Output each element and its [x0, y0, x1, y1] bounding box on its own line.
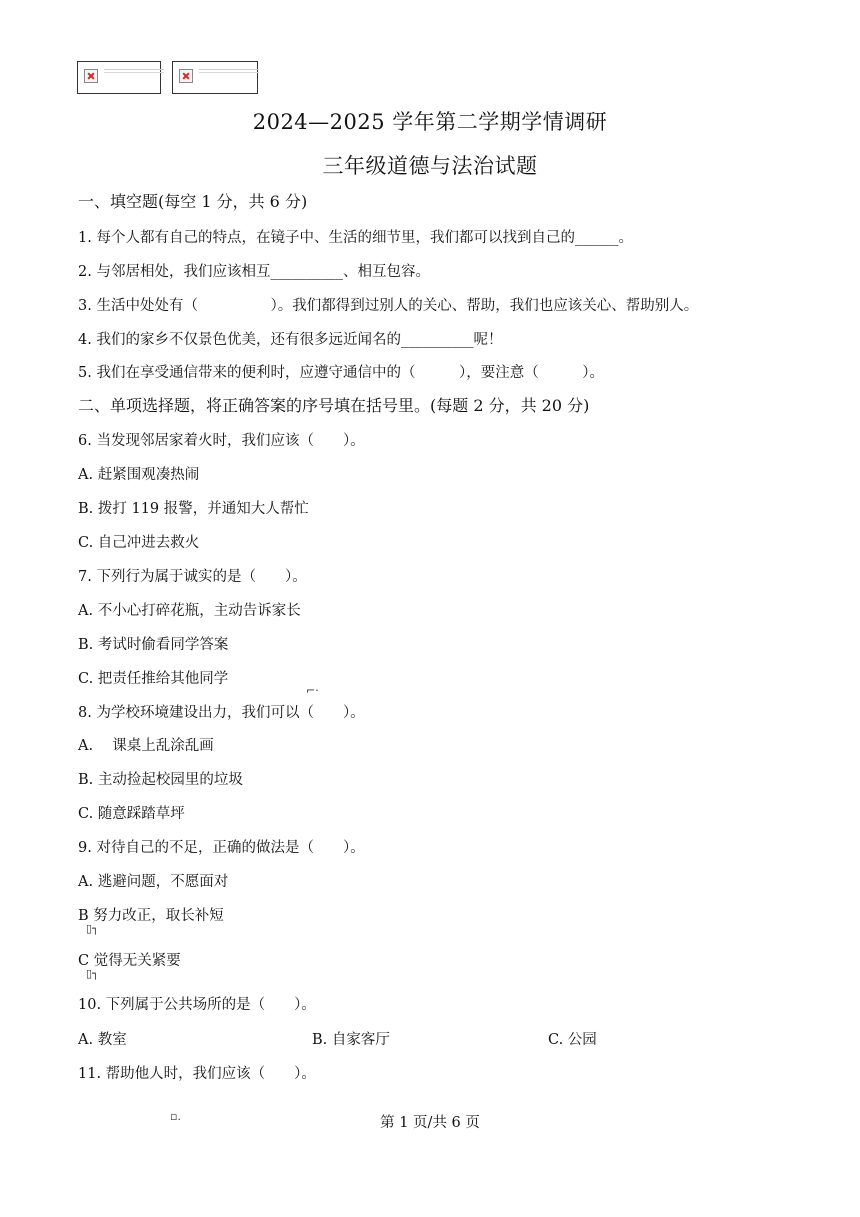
broken-image-icon: [179, 69, 193, 83]
anchor-mark-icon: ⌐·: [306, 684, 319, 697]
question-6-option-b: B. 拨打 119 报警，并通知大人帮忙: [78, 501, 309, 517]
question-10-option-a: A. 教室: [78, 1032, 127, 1048]
exam-title: 2024—2025 学年第二学期学情调研: [252, 110, 608, 134]
question-7-option-b: B. 考试时偷看同学答案: [78, 637, 229, 653]
question-3: 3. 生活中处处有（ ）。我们都得到过别人的关心、帮助，我们也应该关心、帮助别人。: [78, 298, 699, 314]
question-6-option-a: A. 赶紧围观凑热闹: [78, 467, 200, 483]
question-9-option-c: C 觉得无关紧要: [78, 953, 181, 969]
question-10-option-c: C. 公园: [548, 1032, 597, 1048]
question-10: 10. 下列属于公共场所的是（ ）。: [78, 997, 316, 1013]
question-9-option-b: B 努力改正，取长补短: [78, 908, 224, 924]
exam-subtitle: 三年级道德与法治试题: [322, 154, 538, 178]
question-8-option-a: A. 课桌上乱涂乱画: [78, 738, 214, 754]
question-1: 1. 每个人都有自己的特点，在镜子中、生活的细节里，我们都可以找到自己的______。: [78, 230, 633, 246]
question-8: 8. 为学校环境建设出力，我们可以（ ）。: [78, 705, 365, 721]
question-8-option-c: C. 随意踩踏草坪: [78, 806, 185, 822]
question-5: 5. 我们在享受通信带来的便利时，应遵守通信中的（ ），要注意（ ）。: [78, 365, 604, 381]
section-fill-blank: 一、填空题(每空 1 分，共 6 分): [78, 192, 308, 211]
question-9-option-a: A. 逃避问题，不愿面对: [78, 874, 229, 890]
broken-image-placeholder-2: [172, 61, 258, 94]
question-7: 7. 下列行为属于诚实的是（ ）。: [78, 569, 307, 585]
broken-image-icon: [84, 69, 98, 83]
anchor-mark-icon: ▯┐: [86, 922, 99, 935]
question-7-option-a: A. 不小心打碎花瓶，主动告诉家长: [78, 603, 301, 619]
question-11: 11. 帮助他人时，我们应该（ ）。: [78, 1066, 316, 1082]
question-6: 6. 当发现邻居家着火时，我们应该（ ）。: [78, 433, 365, 449]
question-2: 2. 与邻居相处，我们应该相互__________、相互包容。: [78, 264, 430, 280]
question-9: 9. 对待自己的不足，正确的做法是（ ）。: [78, 840, 365, 856]
question-7-option-c: C. 把责任推给其他同学: [78, 671, 229, 687]
section-single-choice: 二、单项选择题，将正确答案的序号填在括号里。(每题 2 分，共 20 分): [78, 396, 590, 415]
anchor-mark-icon: ▯┐: [86, 967, 99, 980]
broken-image-placeholder-1: [77, 61, 161, 94]
anchor-mark-icon: ▫.: [170, 1110, 181, 1123]
question-10-option-b: B. 自家客厅: [312, 1032, 390, 1048]
question-4: 4. 我们的家乡不仅景色优美，还有很多远近闻名的__________呢！: [78, 332, 503, 348]
question-6-option-c: C. 自己冲进去救火: [78, 535, 200, 551]
question-8-option-b: B. 主动捡起校园里的垃圾: [78, 772, 243, 788]
page-footer: 第 1 页/共 6 页: [380, 1115, 480, 1131]
